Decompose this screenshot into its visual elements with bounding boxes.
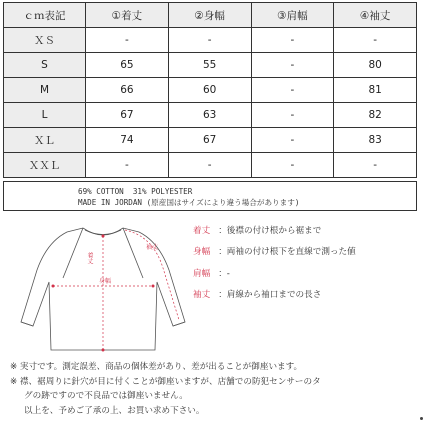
table-header-row [4, 3, 417, 28]
legend-key: 肩幅 [193, 268, 211, 279]
diagram-label-sleeve: 袖丈 [146, 244, 159, 251]
table-row [4, 153, 417, 178]
size-label: ＸＳ [4, 28, 86, 53]
table-cell: - [334, 153, 417, 178]
table-cell: 55 [168, 53, 251, 78]
table-cell: - [168, 28, 251, 53]
note-line: ※ 襟、裾周りに針穴が目に付くことが御座いますが、店舗での防犯センサーのタ [10, 376, 321, 387]
table-cell: - [251, 103, 334, 128]
table-cell: - [168, 153, 251, 178]
material-composition: 69% COTTON 31% POLYESTER [78, 187, 193, 196]
table-row [4, 128, 417, 153]
table-cell: - [251, 128, 334, 153]
shirt-diagram [3, 212, 193, 362]
notes [10, 360, 420, 418]
table-cell: - [251, 153, 334, 178]
table-cell: 63 [168, 103, 251, 128]
table-row [4, 28, 417, 53]
table-cell: 81 [334, 78, 417, 103]
table-cell: 67 [86, 103, 169, 128]
legend-item [193, 288, 421, 301]
note-line: グの跡ですので不良品では御座いません。 [24, 391, 188, 401]
table-cell: 60 [168, 78, 251, 103]
diagram-label-length: 着丈 [86, 252, 93, 264]
header-sleeve: ④袖丈 [334, 3, 417, 28]
table-cell: - [86, 153, 169, 178]
table-cell: 66 [86, 78, 169, 103]
table-cell: - [251, 53, 334, 78]
size-table [3, 2, 417, 178]
size-label: L [4, 103, 86, 128]
table-cell: - [334, 28, 417, 53]
legend-key: 着丈 [193, 225, 211, 236]
legend-desc: ：肩線から袖口までの長さ [218, 290, 322, 301]
table-row [4, 103, 417, 128]
material-origin: MADE IN JORDAN (原産国はサイズにより違う場合があります) [78, 198, 300, 207]
legend-item [193, 245, 421, 258]
size-label: ＸＬ [4, 128, 86, 153]
table-cell: 65 [86, 53, 169, 78]
table-cell: 83 [334, 128, 417, 153]
decorative-dot [420, 417, 423, 420]
table-cell: 80 [334, 53, 417, 78]
header-length: ①着丈 [86, 3, 169, 28]
size-label: M [4, 78, 86, 103]
size-label: S [4, 53, 86, 78]
legend-desc: ：後襟の付け根から裾まで [218, 225, 322, 236]
table-row [4, 53, 417, 78]
legend-item [193, 223, 421, 236]
table-cell: 82 [334, 103, 417, 128]
legend-desc: ：- [218, 268, 230, 279]
table-cell: 67 [168, 128, 251, 153]
note-line: ※ 実寸です。測定誤差、商品の個体差があり、差が出ることが御座います。 [10, 362, 303, 372]
table-cell: - [251, 28, 334, 53]
legend-key: 身幅 [193, 247, 211, 258]
legend-key: 袖丈 [193, 290, 211, 301]
shirt-outline-icon [3, 212, 193, 362]
table-row [4, 78, 417, 103]
header-width: ②身幅 [168, 3, 251, 28]
legend-item [193, 266, 421, 279]
table-cell: - [86, 28, 169, 53]
note-line: 以上を、予めご了承の上、お買い求め下さい。 [24, 405, 205, 416]
legend-desc: ：両袖の付け根下を直線で測った値 [218, 247, 356, 258]
table-cell: 74 [86, 128, 169, 153]
material-info [3, 181, 417, 211]
table-cell: - [251, 78, 334, 103]
size-label: ＸＸＬ [4, 153, 86, 178]
measurement-legend [193, 223, 421, 309]
diagram-label-width: 身幅 [99, 278, 112, 285]
header-size-label: ｃｍ表記 [4, 3, 86, 28]
header-shoulder: ③肩幅 [251, 3, 334, 28]
